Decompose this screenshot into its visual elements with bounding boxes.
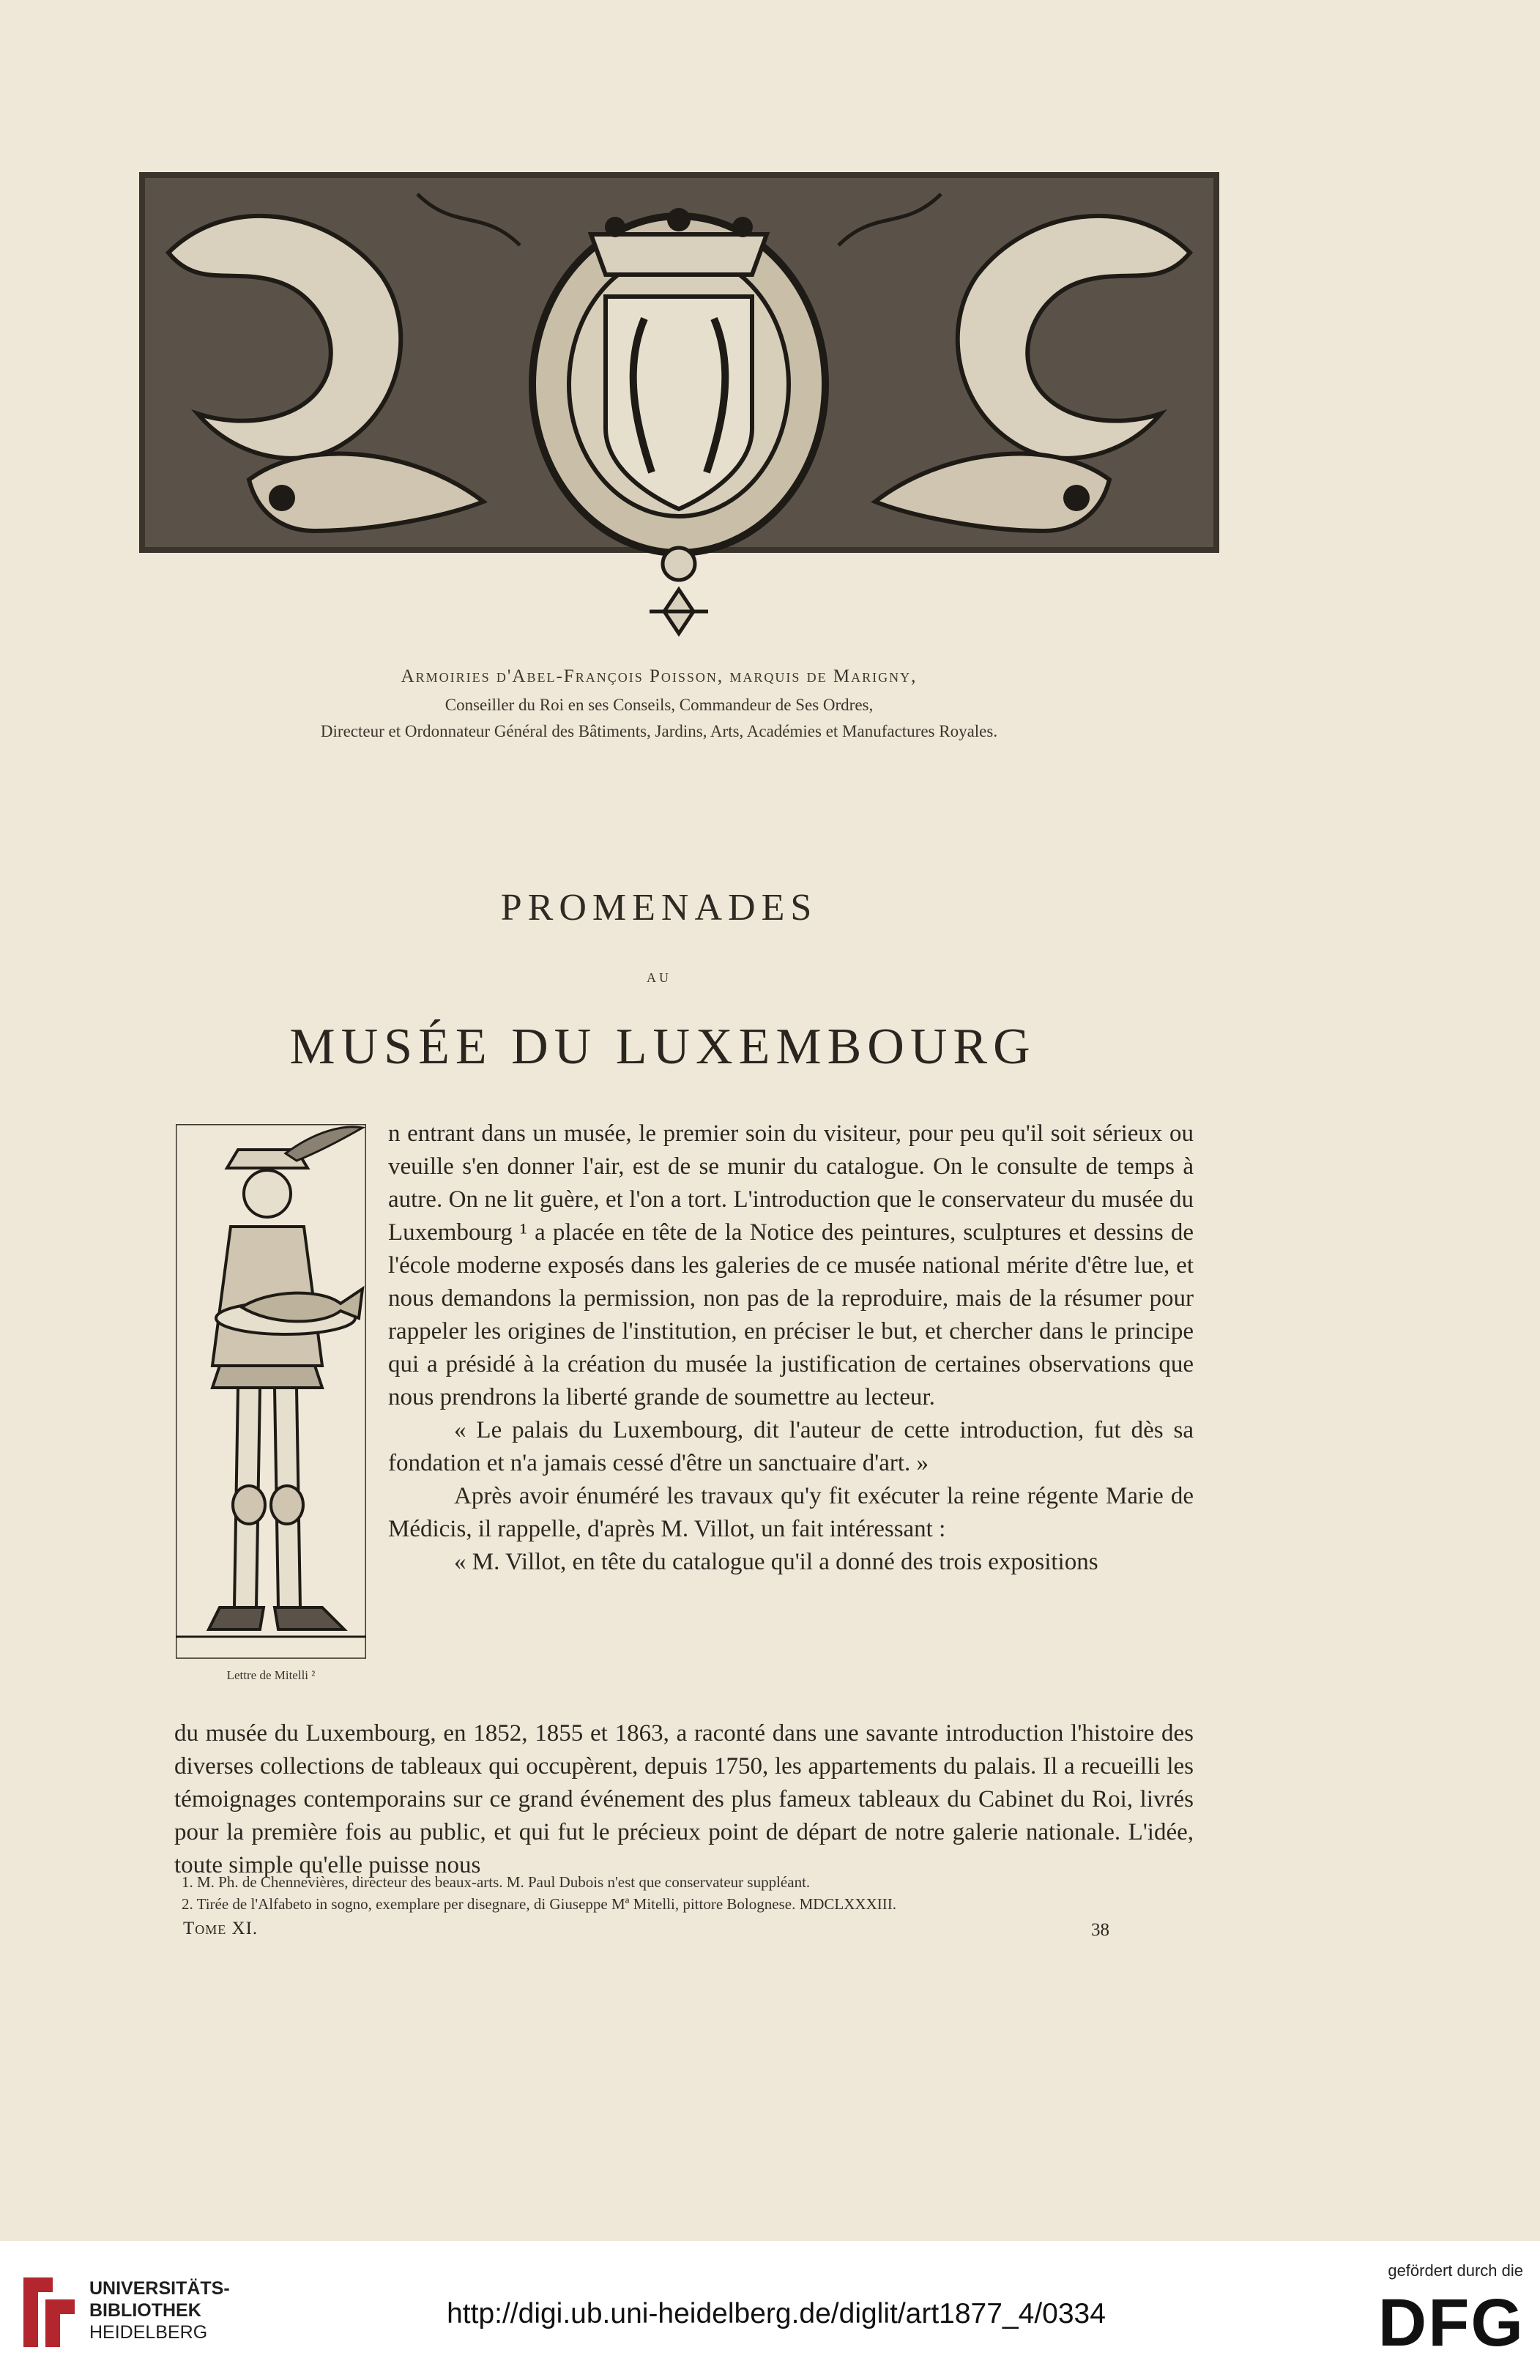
footnotes xyxy=(174,1871,1194,1915)
caption-line-3: Directeur et Ordonnateur Général des Bâtiments, Jardins, Arts, Académies et Manufactures Royales. xyxy=(320,722,998,740)
decorated-initial-e-figure xyxy=(176,1124,366,1659)
page-number: 38 xyxy=(1091,1920,1109,1940)
body-text-beside-initial xyxy=(388,1118,1194,1579)
university-library-logo-icon[interactable] xyxy=(16,2270,82,2354)
paragraph: « M. Villot, en tête du catalogue qu'il a donné des trois expositions xyxy=(454,1549,1098,1575)
permalink-url[interactable]: http://digi.ub.uni-heidelberg.de/diglit/art1877_4/0334 xyxy=(447,2298,1106,2329)
library-line-1: UNIVERSITÄTS- xyxy=(89,2278,230,2299)
dfg-logo[interactable]: DFG xyxy=(1377,2286,1525,2360)
paragraph: « Le palais du Luxembourg, dit l'auteur de cette introduction, fut dès sa fondation et n'a jamais cessé d'être un sanctuaire d'art. » xyxy=(388,1417,1194,1476)
funding-note: gefördert durch die xyxy=(1388,2261,1523,2280)
footnote: 2. Tirée de l'Alfabeto in sogno, exemplare per disegnare, di Giuseppe Mª Mitelli, pittore Bolognese. MDCLXXXIII. xyxy=(182,1895,896,1913)
library-line-3: HEIDELBERG xyxy=(89,2322,208,2343)
body-text-full-width xyxy=(174,1717,1194,1882)
article-title-musee: MUSÉE DU LUXEMBOURG xyxy=(289,1019,1036,1075)
caption-line-1: Armoiries d'Abel-François Poisson, marquis de Marigny, xyxy=(401,666,918,686)
volume-label: Tome XI. xyxy=(183,1919,258,1938)
article-title-promenades: PROMENADES xyxy=(500,887,818,929)
caption-line-2: Conseiller du Roi en ses Conseils, Commandeur de Ses Ordres, xyxy=(444,696,874,714)
paragraph: Après avoir énuméré les travaux qu'y fit exécuter la reine régente Marie de Médicis, il rappelle, d'après M. Villot, un fait intéressant : xyxy=(388,1483,1194,1542)
article-title-au: AU xyxy=(647,970,672,985)
coat-of-arms-engraving xyxy=(139,165,1219,648)
library-line-2: BIBLIOTHEK xyxy=(89,2300,201,2321)
paragraph: du musée du Luxembourg, en 1852, 1855 et 1863, a raconté dans une savante introduction l'histoire des diverses collections de tableaux qui occupèrent, depuis 1750, les appartements du palais. Il a recueilli les témoignages contemporains sur ce grand événement des plus fameux tableaux du Cabinet du Roi, livrés pour la première fois au public, et qui fut le précieux point de départ de notre galerie nationale. L'idée, toute simple qu'elle puisse nous xyxy=(174,1720,1194,1878)
initial-caption: Lettre de Mitelli ² xyxy=(226,1668,316,1682)
footnote: 1. M. Ph. de Chennevières, directeur des beaux-arts. M. Paul Dubois n'est que conservateur suppléant. xyxy=(182,1873,811,1891)
paragraph: n entrant dans un musée, le premier soin du visiteur, pour peu qu'il soit sérieux ou veuille s'en donner l'air, est de se munir du catalogue. On le consulte de temps à autre. On ne lit guère, et l'on a tort. L'introduction que le conservateur du musée du Luxembourg ¹ a placée en tête de la Notice des peintures, sculptures et dessins de l'école moderne exposés dans les galeries de ce musée national mérite d'être lue, et nous demandons la permission, non pas de la reproduire, mais de la résumer pour rappeler les origines de l'institution, en préciser le but, et chercher dans le principe qui a présidé à la création du musée la justification de certaines observations que nous prendrons la liberté grande de soumettre au lecteur. xyxy=(388,1120,1194,1410)
library-name xyxy=(89,2277,230,2343)
